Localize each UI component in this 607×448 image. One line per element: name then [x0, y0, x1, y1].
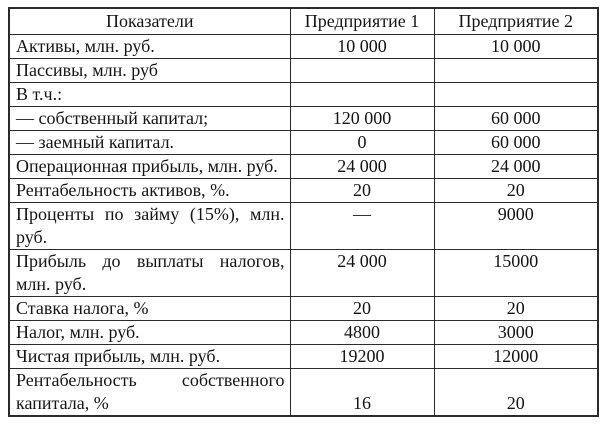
- value-enterprise-1: 20: [290, 297, 434, 321]
- table-row: [9, 131, 598, 155]
- table-row: [9, 59, 598, 83]
- header-row: [9, 8, 598, 35]
- table-row: [9, 250, 598, 297]
- value-enterprise-2: 20: [434, 179, 598, 203]
- table-row: [9, 203, 598, 250]
- table-row: [9, 369, 598, 417]
- column-header-enterprise-1: Предприятие 1: [290, 8, 434, 35]
- row-label: Ставка налога, %: [9, 297, 290, 321]
- value-enterprise-1: 19200: [290, 345, 434, 369]
- row-label: Операционная прибыль, млн. руб.: [9, 155, 290, 179]
- row-label: Чистая прибыль, млн. руб.: [9, 345, 290, 369]
- value-enterprise-2: 60 000: [434, 107, 598, 131]
- table-row: [9, 321, 598, 345]
- column-header-indicators: Показатели: [9, 8, 290, 35]
- value-enterprise-2: [434, 83, 598, 107]
- table-row: [9, 155, 598, 179]
- value-enterprise-1: 24 000: [290, 155, 434, 179]
- table-row: [9, 107, 598, 131]
- value-enterprise-1: 24 000: [290, 250, 434, 297]
- value-enterprise-1: [290, 83, 434, 107]
- table-row: [9, 179, 598, 203]
- row-label: В т.ч.:: [9, 83, 290, 107]
- value-enterprise-2: [434, 59, 598, 83]
- column-header-enterprise-2: Предприятие 2: [434, 8, 598, 35]
- value-enterprise-1: 4800: [290, 321, 434, 345]
- row-label: Прибыль до выплаты налогов, млн. руб.: [9, 250, 290, 297]
- value-enterprise-2: 3000: [434, 321, 598, 345]
- table-row: [9, 345, 598, 369]
- value-enterprise-2: 20: [434, 369, 598, 417]
- value-enterprise-1: 120 000: [290, 107, 434, 131]
- value-enterprise-1: 20: [290, 179, 434, 203]
- value-enterprise-2: 12000: [434, 345, 598, 369]
- value-enterprise-2: 20: [434, 297, 598, 321]
- row-label: Пассивы, млн. руб: [9, 59, 290, 83]
- row-label: Активы, млн. руб.: [9, 35, 290, 59]
- value-enterprise-1: [290, 59, 434, 83]
- value-enterprise-2: 9000: [434, 203, 598, 250]
- value-enterprise-2: 24 000: [434, 155, 598, 179]
- table-row: [9, 297, 598, 321]
- row-label: Рентабельность собственного капитала, %: [9, 369, 290, 417]
- value-enterprise-1: —: [290, 203, 434, 250]
- value-enterprise-1: 16: [290, 369, 434, 417]
- value-enterprise-1: 0: [290, 131, 434, 155]
- table-row: [9, 35, 598, 59]
- value-enterprise-2: 60 000: [434, 131, 598, 155]
- table-body: [9, 35, 598, 417]
- row-label: — собственный капитал;: [9, 107, 290, 131]
- value-enterprise-2: 10 000: [434, 35, 598, 59]
- row-label: Проценты по займу (15%), млн. руб.: [9, 203, 290, 250]
- row-label: Налог, млн. руб.: [9, 321, 290, 345]
- value-enterprise-1: 10 000: [290, 35, 434, 59]
- table-row: [9, 83, 598, 107]
- value-enterprise-2: 15000: [434, 250, 598, 297]
- row-label: Рентабельность активов, %.: [9, 179, 290, 203]
- enterprise-comparison-table: [8, 7, 599, 417]
- table-header: [9, 8, 598, 35]
- row-label: — заемный капитал.: [9, 131, 290, 155]
